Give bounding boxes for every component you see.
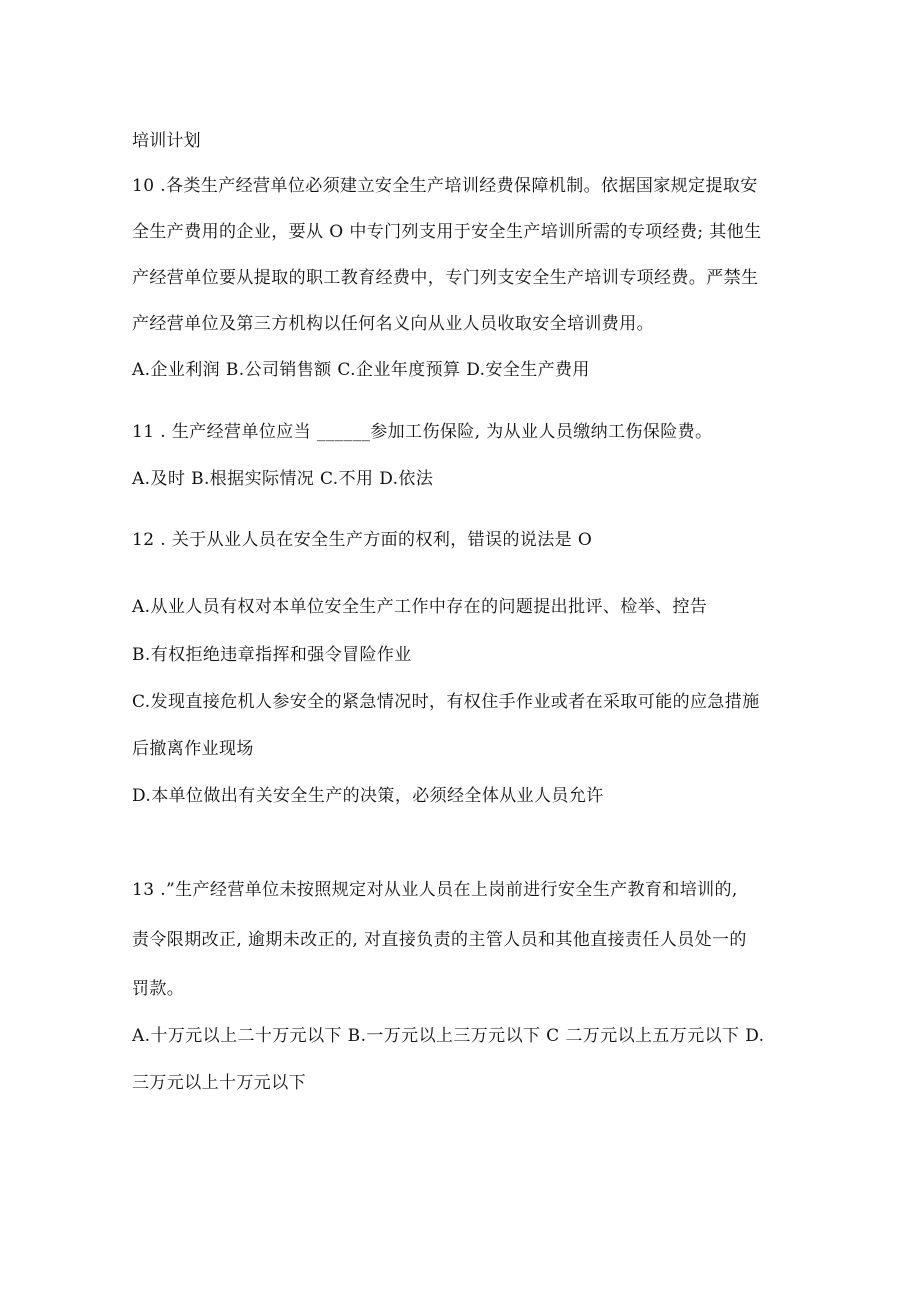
question-10-line-1: 10 .各类生产经营单位必须建立安全生产培训经费保障机制。依据国家规定提取安	[132, 176, 758, 196]
question-12-option-c: C.发现直接危机人参安全的紧急情况时，有权住手作业或者在采取可能的应急措施	[132, 692, 760, 712]
question-10-line-3: 产经营单位要从提取的职工教育经费中，专门列支安全生产培训专项经费。严禁生	[132, 268, 759, 288]
question-12-option-a: A.从业人员有权对本单位安全生产工作中存在的问题提出批评、检举、控告	[132, 597, 708, 617]
question-13-line-1: 13 .”生产经营单位未按照规定对从业人员在上岗前进行安全生产教育和培训的,	[132, 880, 738, 900]
question-12-option-d: D.本单位做出有关安全生产的决策，必须经全体从业人员允许	[132, 786, 604, 806]
question-10-line-2: 全生产费用的企业，要从 O 中专门列支用于安全生产培训所需的专项经费; 其他生	[132, 222, 762, 242]
question-12-line-1: 12 . 关于从业人员在安全生产方面的权利，错误的说法是 O	[132, 530, 593, 550]
question-12-option-b: B.有权拒绝违章指挥和强令冒险作业	[132, 645, 412, 665]
question-13-line-3: 罚款。	[132, 979, 185, 999]
question-10-options: A.企业利润 B.公司销售额 C.企业年度预算 D.安全生产费用	[132, 360, 590, 380]
question-11-line-1: 11 . 生产经营单位应当 ______参加工伤保险, 为从业人员缴纳工伤保险费。	[132, 422, 713, 442]
question-12-option-c-continued: 后撤离作业现场	[132, 739, 254, 759]
section-header: 培训计划	[132, 131, 201, 151]
question-13-options-line-2: 三万元以上十万元以下	[132, 1073, 306, 1093]
question-11-options: A.及时 B.根据实际情况 C.不用 D.依法	[132, 469, 434, 489]
question-13-line-2: 责令限期改正, 逾期未改正的, 对直接负责的主管人员和其他直接责任人员处一的	[132, 930, 747, 950]
question-13-options-line-1: A.十万元以上二十万元以下 B.一万元以上三万元以下 C 二万元以上五万元以下 D.	[132, 1026, 765, 1046]
question-10-line-4: 产经营单位及第三方机构以任何名义向从业人员收取安全培训费用。	[132, 314, 654, 334]
